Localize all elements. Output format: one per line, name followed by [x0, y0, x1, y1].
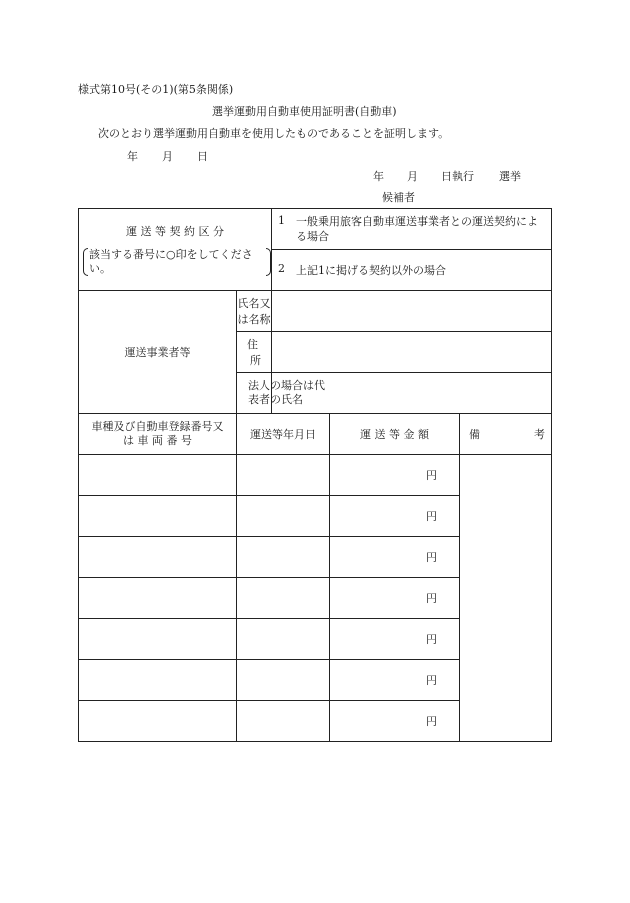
operator-address-label-cell [237, 332, 272, 373]
election-year: 年 [373, 170, 384, 183]
vehicle-cell[interactable] [79, 578, 237, 619]
vehicle-column-header [79, 414, 237, 455]
candidate-label: 候補者 [382, 191, 415, 204]
vehicle-cell[interactable] [79, 496, 237, 537]
certification-statement: 次のとおり選挙運動用自動車を使用したものであることを証明します。 [98, 127, 450, 140]
operator-name-row [79, 291, 552, 332]
document-title: 選挙運動用自動車使用証明書(自動車) [212, 105, 397, 118]
date-cell[interactable] [237, 619, 330, 660]
remarks-header [460, 414, 552, 455]
vehicle-column-label: 車種及び自動車登録番号又 は 車 両 番 号 [91, 420, 224, 447]
operator-address-label-1: 住 [247, 338, 258, 351]
operator-address-label-2: 所 [250, 354, 262, 367]
remarks-cell[interactable] [460, 455, 552, 742]
amount-cell[interactable]: 円 [330, 496, 460, 537]
date-cell[interactable] [237, 537, 330, 578]
vehicle-cell[interactable] [79, 660, 237, 701]
form-number: 様式第10号(その1)(第5条関係) [78, 83, 234, 96]
contract-option-2-text: 上記1に掲げる契約以外の場合 [296, 264, 447, 277]
contract-option-1-row [79, 209, 552, 250]
amount-cell[interactable]: 円 [330, 578, 460, 619]
vehicle-cell[interactable] [79, 701, 237, 742]
contract-type-note: 該当する番号に○印をしてください。 [83, 248, 271, 276]
contract-option-2[interactable] [272, 250, 552, 291]
operator-rep-label: 法人の場合は代表者の氏名 [248, 379, 325, 406]
operator-rep-label-cell [237, 373, 325, 414]
contract-option-1[interactable] [272, 209, 552, 250]
vehicle-cell[interactable] [79, 455, 237, 496]
operator-name-label: 氏名又は名称 [237, 291, 272, 332]
date-cell[interactable] [237, 578, 330, 619]
issue-date-month: 月 [162, 150, 173, 163]
usage-header-row [79, 414, 552, 455]
date-cell[interactable] [237, 660, 330, 701]
vehicle-cell[interactable] [79, 537, 237, 578]
contract-option-1-text: 一般乗用旅客自動車運送事業者との運送契約による場合 [296, 215, 539, 243]
operator-label: 運送事業者等 [79, 291, 237, 414]
usage-row [79, 455, 552, 496]
date-cell[interactable] [237, 701, 330, 742]
amount-cell[interactable]: 円 [330, 701, 460, 742]
amount-cell[interactable]: 円 [330, 660, 460, 701]
transport-amount-header: 運 送 等 金 額 [330, 414, 460, 455]
operator-address-field[interactable] [272, 332, 552, 373]
contract-option-2-number: 2 [278, 262, 286, 275]
remarks-header-left: 備 [469, 428, 481, 441]
date-cell[interactable] [237, 455, 330, 496]
election-label: 選挙 [499, 170, 521, 183]
amount-cell[interactable]: 円 [330, 537, 460, 578]
issue-date-year: 年 [127, 150, 138, 163]
election-held-day: 日執行 [441, 170, 474, 183]
transport-date-header: 運送等年月日 [237, 414, 330, 455]
remarks-header-right: 考 [534, 428, 546, 441]
contract-option-1-number: 1 [278, 214, 286, 227]
certificate-table [78, 208, 552, 742]
date-cell[interactable] [237, 496, 330, 537]
election-month: 月 [407, 170, 418, 183]
vehicle-cell[interactable] [79, 619, 237, 660]
amount-cell[interactable]: 円 [330, 619, 460, 660]
operator-name-field[interactable] [272, 291, 552, 332]
issue-date-day: 日 [197, 150, 208, 163]
contract-type-cell [79, 209, 272, 291]
contract-type-label: 運 送 等 契 約 区 分 [126, 225, 224, 238]
amount-cell[interactable]: 円 [330, 455, 460, 496]
